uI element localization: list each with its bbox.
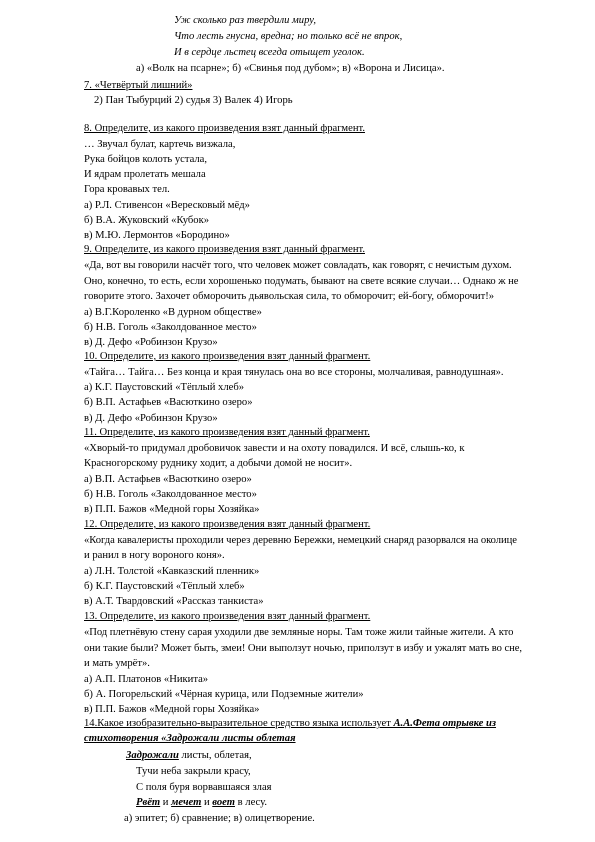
question-13-title: 13. Определите, из какого произведения взят данный фрагмент. <box>84 611 371 622</box>
question-8-text-line-4: Гора кровавых тел. <box>84 184 170 195</box>
question-7-options: 2) Пан Тыбурций 2) судья 3) Валек 4) Игорь <box>94 95 293 106</box>
question-13-text-line-1: «Под плетнёвую стену сарая уходили две земляные норы. Там тоже жили тайные жители. А кто <box>84 627 514 638</box>
question-9-text-line-2: Оно, конечно, то есть, если хорошенько подумать, бывают на свете всякие случаи… Однако ж не <box>84 276 519 287</box>
question-11-option-b: б) Н.В. Гоголь «Заколдованное место» <box>84 489 257 500</box>
poem-word-and-2: и <box>201 797 213 808</box>
epigraph-options: а) «Волк на псарне»; б) «Свинья под дубом»; в) «Ворона и Лисица». <box>136 63 445 74</box>
question-12-text-line-1: «Когда кавалеристы проходили через деревню Бережки, немецкий снаряд разорвался на околице <box>84 535 517 546</box>
question-8-title: 8. Определите, из какого произведения взят данный фрагмент. <box>84 123 365 134</box>
question-13-option-a: а) А.П. Платонов «Никита» <box>84 674 209 685</box>
poem-word-rvet: Рвёт <box>136 797 161 808</box>
epigraph-line-3: И в сердце льстец всегда отыщет уголок. <box>174 47 365 58</box>
question-12-option-c: в) А.Т. Твардовский «Рассказ танкиста» <box>84 596 264 607</box>
question-14-poem-line-1 <box>126 750 252 762</box>
question-10-option-b: б) В.П. Астафьев «Васюткино озеро» <box>84 397 253 408</box>
question-11-text-line-2: Красногорскому руднику ходит, а добычи домой не носит». <box>84 458 353 469</box>
question-8-option-b: б) В.А. Жуковский «Кубок» <box>84 215 210 226</box>
question-8-text-line-3: И ядрам пролетать мешала <box>84 169 206 180</box>
question-13-option-b: б) А. Погорельский «Чёрная курица, или Подземные жители» <box>84 689 364 700</box>
question-10-option-a: а) К.Г. Паустовский «Тёплый хлеб» <box>84 382 245 393</box>
poem-word-and-1: и <box>160 797 172 808</box>
question-9-title: 9. Определите, из какого произведения взят данный фрагмент. <box>84 244 365 255</box>
question-8-text-line-2: Рука бойцов колоть устала, <box>84 154 208 165</box>
question-11-option-a: а) В.П. Астафьев «Васюткино озеро» <box>84 474 252 485</box>
question-14-options: а) эпитет; б) сравнение; в) олицетворение. <box>124 813 315 824</box>
question-14-title-author: А.А.Фета отрывке из <box>393 718 497 729</box>
question-9-option-a: а) В.Г.Короленко «В дурном обществе» <box>84 307 262 318</box>
question-14-title <box>84 718 496 730</box>
poem-word-mechet: мечет <box>171 797 202 808</box>
question-9-option-b: б) Н.В. Гоголь «Заколдованное место» <box>84 322 257 333</box>
question-10-title: 10. Определите, из какого произведения взят данный фрагмент. <box>84 351 371 362</box>
question-12-title: 12. Определите, из какого произведения взят данный фрагмент. <box>84 519 371 530</box>
question-12-option-b: б) К.Г. Паустовский «Тёплый хлеб» <box>84 581 245 592</box>
question-10-text-line-1: «Тайга… Тайга… Без конца и края тянулась она во все стороны, молчаливая, равнодушная». <box>84 367 504 378</box>
question-14-title-text: 14.Какое изобразительно-выразительное средство языка использует <box>84 718 394 729</box>
question-11-option-c: в) П.П. Бажов «Медной горы Хозяйка» <box>84 504 260 515</box>
question-12-text-line-2: и ранил в ногу вороного коня». <box>84 550 225 561</box>
question-14-poem-line-3: С поля буря ворвавшаяся злая <box>136 782 272 793</box>
question-8-text-line-1: … Звучал булат, картечь визжала, <box>84 139 236 150</box>
question-7-title: 7. «Четвёртый лишний» <box>84 80 193 91</box>
epigraph-line-1: Уж сколько раз твердили миру, <box>174 15 317 26</box>
question-12-option-a: а) Л.Н. Толстой «Кавказский пленник» <box>84 566 260 577</box>
question-14-title-line-2: стихотворения «Задрожали листы облетая <box>84 733 296 744</box>
question-9-text-line-1: «Да, вот вы говорили насчёт того, что человек может совладать, как говорят, с нечистым духом. <box>84 260 512 271</box>
question-10-option-c: в) Д. Дефо «Робинзон Крузо» <box>84 413 218 424</box>
question-11-title: 11. Определите, из какого произведения взят данный фрагмент. <box>84 427 370 438</box>
question-14-poem-line-4 <box>136 797 267 809</box>
question-9-text-line-3: говорите этого. Захочет обморочить дьявольская сила, то обморочит; ей-богу, обморочит!» <box>84 291 495 302</box>
question-8-option-a: а) Р.Л. Стивенсон «Вересковый мёд» <box>84 200 250 211</box>
poem-word-zadrozhali: Задрожали <box>126 750 179 761</box>
epigraph-line-2: Что лесть гнусна, вредна; но только всё не впрок, <box>174 31 403 42</box>
poem-line-4-rest: в лесу. <box>234 797 267 808</box>
question-13-text-line-3: и мать умрёт». <box>84 658 150 669</box>
question-9-option-c: в) Д. Дефо «Робинзон Крузо» <box>84 337 218 348</box>
question-14-poem-line-2: Тучи неба закрыли красу, <box>136 766 251 777</box>
question-8-option-c: в) М.Ю. Лермонтов «Бородино» <box>84 230 230 241</box>
question-13-text-line-2: они такие были? Может быть, змеи! Они выползут ночью, приползут в избу и ужалят мать во сне, <box>84 643 523 654</box>
question-13-option-c: в) П.П. Бажов «Медной горы Хозяйка» <box>84 704 260 715</box>
poem-line-1-rest: листы, облетая, <box>178 750 252 761</box>
poem-word-voet: воет <box>212 797 235 808</box>
question-11-text-line-1: «Хворый-то придумал дробовичок завести и на охоту повадился. И всё, слышь-ко, к <box>84 443 465 454</box>
